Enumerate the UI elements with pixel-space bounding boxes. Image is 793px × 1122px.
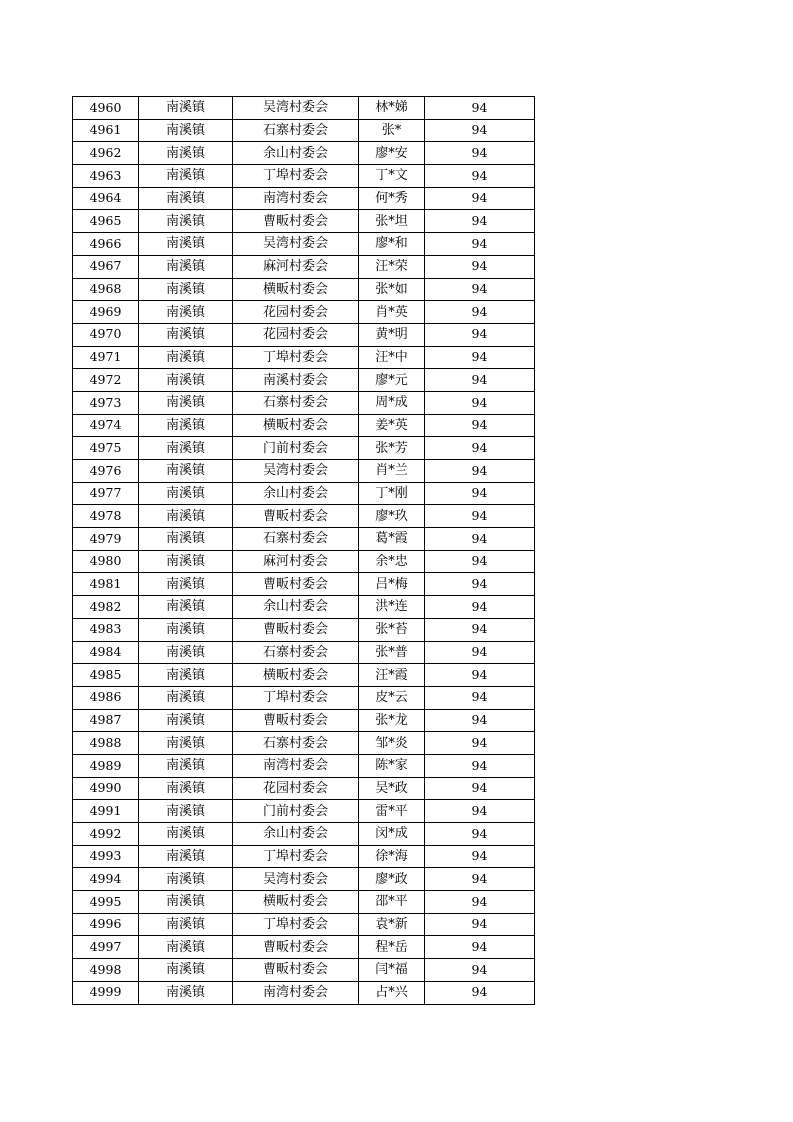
name-cell: 张*苔 <box>359 618 425 641</box>
row-number-cell: 4968 <box>73 278 139 301</box>
town-cell: 南溪镇 <box>139 255 233 278</box>
village-committee-cell: 南溪村委会 <box>233 369 359 392</box>
town-cell: 南溪镇 <box>139 868 233 891</box>
name-cell: 邵*平 <box>359 891 425 914</box>
town-cell: 南溪镇 <box>139 97 233 120</box>
score-cell: 94 <box>425 255 535 278</box>
name-cell: 丁*文 <box>359 165 425 188</box>
row-number-cell: 4966 <box>73 233 139 256</box>
town-cell: 南溪镇 <box>139 346 233 369</box>
table-row <box>73 255 535 278</box>
score-cell: 94 <box>425 97 535 120</box>
score-cell: 94 <box>425 777 535 800</box>
table-row <box>73 233 535 256</box>
name-cell: 张*坦 <box>359 210 425 233</box>
village-committee-cell: 丁埠村委会 <box>233 686 359 709</box>
town-cell: 南溪镇 <box>139 981 233 1004</box>
table-row <box>73 119 535 142</box>
table-row <box>73 323 535 346</box>
row-number-cell: 4996 <box>73 913 139 936</box>
village-committee-cell: 吴湾村委会 <box>233 233 359 256</box>
row-number-cell: 4973 <box>73 391 139 414</box>
town-cell: 南溪镇 <box>139 437 233 460</box>
table-row <box>73 777 535 800</box>
name-cell: 闵*成 <box>359 823 425 846</box>
score-cell: 94 <box>425 528 535 551</box>
village-committee-cell: 横畈村委会 <box>233 414 359 437</box>
name-cell: 廖*安 <box>359 142 425 165</box>
town-cell: 南溪镇 <box>139 505 233 528</box>
row-number-cell: 4961 <box>73 119 139 142</box>
name-cell: 闫*福 <box>359 959 425 982</box>
row-number-cell: 4988 <box>73 732 139 755</box>
village-committee-cell: 曹畈村委会 <box>233 936 359 959</box>
row-number-cell: 4969 <box>73 301 139 324</box>
village-committee-cell: 石寨村委会 <box>233 732 359 755</box>
score-cell: 94 <box>425 709 535 732</box>
score-cell: 94 <box>425 165 535 188</box>
town-cell: 南溪镇 <box>139 165 233 188</box>
row-number-cell: 4990 <box>73 777 139 800</box>
table-row <box>73 686 535 709</box>
village-committee-cell: 丁埠村委会 <box>233 346 359 369</box>
score-cell: 94 <box>425 505 535 528</box>
table-row <box>73 278 535 301</box>
village-committee-cell: 丁埠村委会 <box>233 165 359 188</box>
score-cell: 94 <box>425 233 535 256</box>
table-row <box>73 618 535 641</box>
name-cell: 肖*英 <box>359 301 425 324</box>
row-number-cell: 4965 <box>73 210 139 233</box>
row-number-cell: 4998 <box>73 959 139 982</box>
village-committee-cell: 曹畈村委会 <box>233 505 359 528</box>
village-committee-cell: 曹畈村委会 <box>233 959 359 982</box>
data-table <box>72 96 535 1005</box>
village-committee-cell: 余山村委会 <box>233 482 359 505</box>
score-cell: 94 <box>425 437 535 460</box>
table-row <box>73 369 535 392</box>
score-cell: 94 <box>425 414 535 437</box>
village-committee-cell: 曹畈村委会 <box>233 709 359 732</box>
row-number-cell: 4971 <box>73 346 139 369</box>
row-number-cell: 4976 <box>73 460 139 483</box>
town-cell: 南溪镇 <box>139 233 233 256</box>
name-cell: 吕*梅 <box>359 573 425 596</box>
town-cell: 南溪镇 <box>139 482 233 505</box>
table-row <box>73 664 535 687</box>
row-number-cell: 4991 <box>73 800 139 823</box>
name-cell: 丁*刚 <box>359 482 425 505</box>
score-cell: 94 <box>425 460 535 483</box>
table-row <box>73 142 535 165</box>
score-cell: 94 <box>425 891 535 914</box>
table-row <box>73 550 535 573</box>
village-committee-cell: 曹畈村委会 <box>233 573 359 596</box>
village-committee-cell: 吴湾村委会 <box>233 868 359 891</box>
row-number-cell: 4995 <box>73 891 139 914</box>
name-cell: 肖*兰 <box>359 460 425 483</box>
town-cell: 南溪镇 <box>139 777 233 800</box>
town-cell: 南溪镇 <box>139 891 233 914</box>
village-committee-cell: 吴湾村委会 <box>233 97 359 120</box>
name-cell: 袁*新 <box>359 913 425 936</box>
row-number-cell: 4982 <box>73 596 139 619</box>
table-row <box>73 391 535 414</box>
name-cell: 张*如 <box>359 278 425 301</box>
row-number-cell: 4999 <box>73 981 139 1004</box>
score-cell: 94 <box>425 981 535 1004</box>
name-cell: 廖*元 <box>359 369 425 392</box>
village-committee-cell: 石寨村委会 <box>233 119 359 142</box>
name-cell: 张*普 <box>359 641 425 664</box>
name-cell: 汪*霞 <box>359 664 425 687</box>
village-committee-cell: 花园村委会 <box>233 323 359 346</box>
row-number-cell: 4994 <box>73 868 139 891</box>
table-row <box>73 437 535 460</box>
table-row <box>73 845 535 868</box>
row-number-cell: 4980 <box>73 550 139 573</box>
score-cell: 94 <box>425 369 535 392</box>
table-row <box>73 165 535 188</box>
score-cell: 94 <box>425 346 535 369</box>
score-cell: 94 <box>425 936 535 959</box>
row-number-cell: 4985 <box>73 664 139 687</box>
town-cell: 南溪镇 <box>139 959 233 982</box>
table-row <box>73 482 535 505</box>
town-cell: 南溪镇 <box>139 119 233 142</box>
town-cell: 南溪镇 <box>139 936 233 959</box>
row-number-cell: 4981 <box>73 573 139 596</box>
table-row <box>73 414 535 437</box>
score-cell: 94 <box>425 845 535 868</box>
score-cell: 94 <box>425 210 535 233</box>
score-cell: 94 <box>425 913 535 936</box>
town-cell: 南溪镇 <box>139 369 233 392</box>
name-cell: 姜*英 <box>359 414 425 437</box>
village-committee-cell: 花园村委会 <box>233 301 359 324</box>
score-cell: 94 <box>425 732 535 755</box>
row-number-cell: 4975 <box>73 437 139 460</box>
score-cell: 94 <box>425 686 535 709</box>
village-committee-cell: 丁埠村委会 <box>233 845 359 868</box>
name-cell: 皮*云 <box>359 686 425 709</box>
score-cell: 94 <box>425 391 535 414</box>
row-number-cell: 4970 <box>73 323 139 346</box>
row-number-cell: 4986 <box>73 686 139 709</box>
name-cell: 廖*和 <box>359 233 425 256</box>
town-cell: 南溪镇 <box>139 913 233 936</box>
score-cell: 94 <box>425 142 535 165</box>
town-cell: 南溪镇 <box>139 301 233 324</box>
town-cell: 南溪镇 <box>139 142 233 165</box>
table-row <box>73 346 535 369</box>
town-cell: 南溪镇 <box>139 460 233 483</box>
town-cell: 南溪镇 <box>139 550 233 573</box>
row-number-cell: 4960 <box>73 97 139 120</box>
table-body <box>73 97 535 1005</box>
table-row <box>73 936 535 959</box>
town-cell: 南溪镇 <box>139 323 233 346</box>
table-row <box>73 573 535 596</box>
town-cell: 南溪镇 <box>139 391 233 414</box>
town-cell: 南溪镇 <box>139 641 233 664</box>
row-number-cell: 4992 <box>73 823 139 846</box>
row-number-cell: 4977 <box>73 482 139 505</box>
table-row <box>73 868 535 891</box>
town-cell: 南溪镇 <box>139 210 233 233</box>
table-row <box>73 981 535 1004</box>
name-cell: 林*娣 <box>359 97 425 120</box>
row-number-cell: 4993 <box>73 845 139 868</box>
table-row <box>73 959 535 982</box>
village-committee-cell: 南湾村委会 <box>233 187 359 210</box>
village-committee-cell: 南湾村委会 <box>233 981 359 1004</box>
town-cell: 南溪镇 <box>139 618 233 641</box>
score-cell: 94 <box>425 550 535 573</box>
name-cell: 黄*明 <box>359 323 425 346</box>
score-cell: 94 <box>425 596 535 619</box>
score-cell: 94 <box>425 573 535 596</box>
row-number-cell: 4989 <box>73 754 139 777</box>
name-cell: 吴*政 <box>359 777 425 800</box>
row-number-cell: 4983 <box>73 618 139 641</box>
name-cell: 汪*中 <box>359 346 425 369</box>
row-number-cell: 4964 <box>73 187 139 210</box>
table-row <box>73 528 535 551</box>
table-row <box>73 460 535 483</box>
name-cell: 徐*海 <box>359 845 425 868</box>
table-row <box>73 732 535 755</box>
row-number-cell: 4997 <box>73 936 139 959</box>
table-row <box>73 97 535 120</box>
village-committee-cell: 余山村委会 <box>233 596 359 619</box>
score-cell: 94 <box>425 959 535 982</box>
town-cell: 南溪镇 <box>139 732 233 755</box>
row-number-cell: 4978 <box>73 505 139 528</box>
name-cell: 程*岳 <box>359 936 425 959</box>
row-number-cell: 4962 <box>73 142 139 165</box>
table-row <box>73 505 535 528</box>
town-cell: 南溪镇 <box>139 664 233 687</box>
town-cell: 南溪镇 <box>139 187 233 210</box>
name-cell: 葛*霞 <box>359 528 425 551</box>
town-cell: 南溪镇 <box>139 845 233 868</box>
name-cell: 张* <box>359 119 425 142</box>
score-cell: 94 <box>425 278 535 301</box>
village-committee-cell: 石寨村委会 <box>233 391 359 414</box>
town-cell: 南溪镇 <box>139 800 233 823</box>
table-row <box>73 187 535 210</box>
row-number-cell: 4979 <box>73 528 139 551</box>
score-cell: 94 <box>425 119 535 142</box>
row-number-cell: 4963 <box>73 165 139 188</box>
score-cell: 94 <box>425 664 535 687</box>
name-cell: 陈*家 <box>359 754 425 777</box>
village-committee-cell: 麻河村委会 <box>233 550 359 573</box>
town-cell: 南溪镇 <box>139 278 233 301</box>
name-cell: 占*兴 <box>359 981 425 1004</box>
village-committee-cell: 门前村委会 <box>233 800 359 823</box>
village-committee-cell: 曹畈村委会 <box>233 618 359 641</box>
row-number-cell: 4967 <box>73 255 139 278</box>
score-cell: 94 <box>425 800 535 823</box>
town-cell: 南溪镇 <box>139 686 233 709</box>
town-cell: 南溪镇 <box>139 823 233 846</box>
village-committee-cell: 花园村委会 <box>233 777 359 800</box>
row-number-cell: 4972 <box>73 369 139 392</box>
name-cell: 张*芳 <box>359 437 425 460</box>
name-cell: 余*忠 <box>359 550 425 573</box>
table-row <box>73 596 535 619</box>
town-cell: 南溪镇 <box>139 709 233 732</box>
village-committee-cell: 曹畈村委会 <box>233 210 359 233</box>
name-cell: 邹*炎 <box>359 732 425 755</box>
score-cell: 94 <box>425 301 535 324</box>
table-row <box>73 754 535 777</box>
name-cell: 廖*政 <box>359 868 425 891</box>
table-row <box>73 891 535 914</box>
village-committee-cell: 横畈村委会 <box>233 891 359 914</box>
village-committee-cell: 麻河村委会 <box>233 255 359 278</box>
score-cell: 94 <box>425 482 535 505</box>
row-number-cell: 4974 <box>73 414 139 437</box>
name-cell: 雷*平 <box>359 800 425 823</box>
village-committee-cell: 门前村委会 <box>233 437 359 460</box>
name-cell: 周*成 <box>359 391 425 414</box>
score-cell: 94 <box>425 868 535 891</box>
village-committee-cell: 石寨村委会 <box>233 528 359 551</box>
village-committee-cell: 吴湾村委会 <box>233 460 359 483</box>
name-cell: 廖*玖 <box>359 505 425 528</box>
village-committee-cell: 横畈村委会 <box>233 664 359 687</box>
town-cell: 南溪镇 <box>139 573 233 596</box>
table-row <box>73 301 535 324</box>
score-cell: 94 <box>425 823 535 846</box>
row-number-cell: 4987 <box>73 709 139 732</box>
row-number-cell: 4984 <box>73 641 139 664</box>
town-cell: 南溪镇 <box>139 528 233 551</box>
village-committee-cell: 南湾村委会 <box>233 754 359 777</box>
village-committee-cell: 余山村委会 <box>233 142 359 165</box>
town-cell: 南溪镇 <box>139 596 233 619</box>
table-row <box>73 913 535 936</box>
village-committee-cell: 石寨村委会 <box>233 641 359 664</box>
name-cell: 汪*荣 <box>359 255 425 278</box>
table-row <box>73 823 535 846</box>
village-committee-cell: 丁埠村委会 <box>233 913 359 936</box>
table-row <box>73 709 535 732</box>
name-cell: 洪*连 <box>359 596 425 619</box>
score-cell: 94 <box>425 641 535 664</box>
town-cell: 南溪镇 <box>139 754 233 777</box>
score-cell: 94 <box>425 323 535 346</box>
score-cell: 94 <box>425 618 535 641</box>
table-row <box>73 800 535 823</box>
village-committee-cell: 余山村委会 <box>233 823 359 846</box>
name-cell: 何*秀 <box>359 187 425 210</box>
name-cell: 张*龙 <box>359 709 425 732</box>
village-committee-cell: 横畈村委会 <box>233 278 359 301</box>
town-cell: 南溪镇 <box>139 414 233 437</box>
table-row <box>73 210 535 233</box>
score-cell: 94 <box>425 187 535 210</box>
table-row <box>73 641 535 664</box>
score-cell: 94 <box>425 754 535 777</box>
